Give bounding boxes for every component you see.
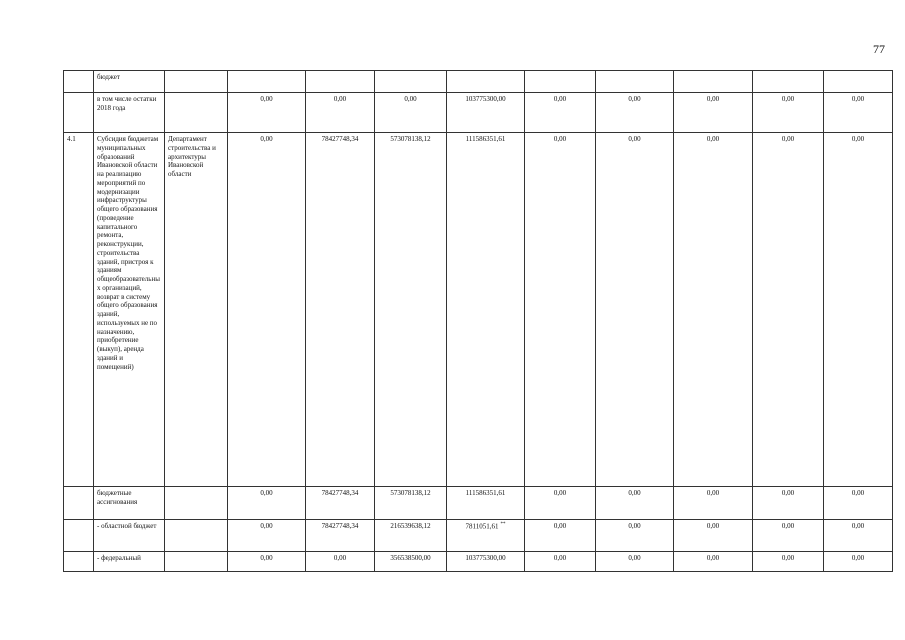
row-name-cell: бюджетные ассигнования xyxy=(94,487,165,520)
value-text: 0,00 xyxy=(260,135,273,143)
value-cell xyxy=(824,93,893,133)
value-cell xyxy=(375,71,447,93)
value-cell xyxy=(228,552,306,572)
value-text: 0,00 xyxy=(628,522,641,530)
value-cell xyxy=(306,487,375,520)
value-cell xyxy=(753,93,824,133)
value-cell xyxy=(753,552,824,572)
value-cell xyxy=(525,71,596,93)
value-cell xyxy=(674,552,753,572)
value-cell xyxy=(306,71,375,93)
value-cell xyxy=(447,552,525,572)
executor-cell xyxy=(165,71,228,93)
value-cell xyxy=(824,552,893,572)
value-text: 7811051,61 xyxy=(465,522,499,531)
value-text: 573078138,12 xyxy=(390,489,431,497)
page-number: 77 xyxy=(873,42,885,56)
value-cell xyxy=(525,93,596,133)
value-cell xyxy=(674,487,753,520)
value-cell xyxy=(596,487,674,520)
value-cell xyxy=(824,520,893,552)
value-text: 0,00 xyxy=(706,135,720,143)
value-text: 0,00 xyxy=(260,554,273,562)
value-cell xyxy=(824,71,893,93)
value-text: 0,00 xyxy=(781,522,795,530)
value-cell xyxy=(375,487,447,520)
value-text: 0,00 xyxy=(851,95,865,103)
value-cell xyxy=(447,71,525,93)
value-text: 0,00 xyxy=(851,135,865,143)
value-cell xyxy=(447,133,525,487)
value-cell xyxy=(375,93,447,133)
value-cell xyxy=(674,520,753,552)
value-cell xyxy=(753,487,824,520)
executor-cell xyxy=(165,552,228,572)
value-cell xyxy=(447,520,525,552)
value-text: 216539638,12 xyxy=(390,522,431,530)
value-text: 0,00 xyxy=(553,135,567,143)
value-text: 0,00 xyxy=(781,489,795,497)
value-text: 0,00 xyxy=(851,554,865,562)
value-text: 573078138,12 xyxy=(390,135,431,143)
value-cell xyxy=(674,71,753,93)
value-cell xyxy=(228,487,306,520)
value-text: 0,00 xyxy=(260,522,273,530)
value-cell xyxy=(306,552,375,572)
value-cell xyxy=(306,520,375,552)
executor-cell: Департамент строительства и архитектуры Ивановской области xyxy=(165,133,228,487)
row-number-cell xyxy=(64,93,94,133)
table-row xyxy=(64,93,893,133)
value-text: 356538500,00 xyxy=(390,554,431,562)
value-text: 0,00 xyxy=(781,554,795,562)
executor-cell xyxy=(165,93,228,133)
value-cell xyxy=(306,93,375,133)
value-cell xyxy=(596,93,674,133)
value-cell xyxy=(824,133,893,487)
table-row xyxy=(64,520,893,552)
value-text: 0,00 xyxy=(260,95,273,103)
value-text: 103775300,00 xyxy=(465,554,506,562)
value-cell xyxy=(447,93,525,133)
value-text: 0,00 xyxy=(628,489,641,497)
value-cell xyxy=(596,520,674,552)
value-cell xyxy=(228,520,306,552)
value-text: 0,00 xyxy=(851,522,865,530)
row-name-cell: Субсидия бюджетам муниципальных образований Ивановской области на реализацию мероприятий по модернизации инфраструктуры общего образования (проведение капитального ремонта, реконструкции, строительства зданий, пристроя к зданиям общеобразовательных организаций, возврат в систему общего образования зданий, используемых не по назначению, приобретение (выкуп), аренда зданий и помещений) xyxy=(94,133,165,487)
table-row xyxy=(64,71,893,93)
value-text: 0,00 xyxy=(781,95,795,103)
value-cell xyxy=(596,133,674,487)
value-text: 0,00 xyxy=(553,489,567,497)
row-name-cell: - федеральный xyxy=(94,552,165,572)
value-text: 0,00 xyxy=(260,489,273,497)
value-text: 0,00 xyxy=(628,95,641,103)
value-cell xyxy=(596,552,674,572)
value-cell xyxy=(375,133,447,487)
row-number-cell xyxy=(64,520,94,552)
table-row xyxy=(64,133,893,487)
value-cell xyxy=(753,520,824,552)
value-cell xyxy=(306,133,375,487)
row-number-cell xyxy=(64,552,94,572)
value-cell xyxy=(228,93,306,133)
value-text: 0,00 xyxy=(333,554,347,562)
value-text: 0,00 xyxy=(851,489,865,497)
value-cell xyxy=(447,487,525,520)
value-text: 0,00 xyxy=(706,522,720,530)
value-text: 0,00 xyxy=(781,135,795,143)
row-number-cell: 4.1 xyxy=(64,133,94,487)
value-text: 0,00 xyxy=(706,489,720,497)
value-cell xyxy=(525,487,596,520)
value-text: 0,00 xyxy=(553,95,567,103)
value-text: 0,00 xyxy=(404,95,417,103)
table-row xyxy=(64,552,893,572)
budget-table xyxy=(63,70,893,572)
row-number-cell xyxy=(64,487,94,520)
value-cell xyxy=(525,552,596,572)
value-cell xyxy=(596,71,674,93)
value-cell xyxy=(674,133,753,487)
value-text: 111586351,61 xyxy=(465,135,506,143)
value-cell xyxy=(228,133,306,487)
value-cell xyxy=(753,133,824,487)
row-name-cell: - областной бюджет xyxy=(94,520,165,552)
value-text: 0,00 xyxy=(553,554,567,562)
value-text: 111586351,61 xyxy=(465,489,506,497)
value-text: 0,00 xyxy=(706,95,720,103)
value-text: 78427748,34 xyxy=(321,522,359,530)
value-text: 0,00 xyxy=(553,522,567,530)
footnote-mark: ** xyxy=(500,522,506,527)
value-text: 78427748,34 xyxy=(321,489,359,497)
value-cell xyxy=(228,71,306,93)
executor-cell xyxy=(165,487,228,520)
value-cell xyxy=(824,487,893,520)
value-cell xyxy=(525,133,596,487)
value-text: 0,00 xyxy=(706,554,720,562)
table-body xyxy=(64,71,893,572)
value-text: 0,00 xyxy=(333,95,347,103)
value-text: 0,00 xyxy=(628,554,641,562)
value-cell xyxy=(674,93,753,133)
row-name-cell: бюджет xyxy=(94,71,165,93)
row-name-cell: в том числе остатки 2018 года xyxy=(94,93,165,133)
row-number-cell xyxy=(64,71,94,93)
value-cell xyxy=(525,520,596,552)
value-cell xyxy=(753,71,824,93)
value-cell xyxy=(375,520,447,552)
value-cell xyxy=(375,552,447,572)
table-row xyxy=(64,487,893,520)
executor-cell xyxy=(165,520,228,552)
value-text: 78427748,34 xyxy=(321,135,359,143)
value-text: 103775300,00 xyxy=(465,95,506,103)
value-text: 0,00 xyxy=(628,135,641,143)
